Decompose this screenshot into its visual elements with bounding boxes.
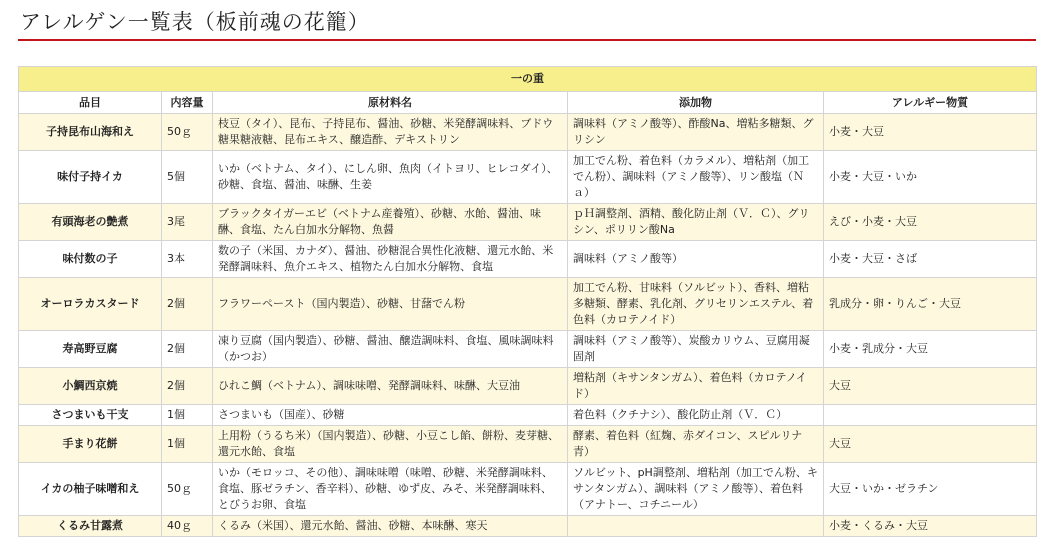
item-name: 味付子持イカ — [19, 151, 162, 204]
table-row — [19, 151, 1037, 204]
table-row — [19, 405, 1037, 426]
page-title: アレルゲン一覧表（板前魂の花籠） — [20, 10, 370, 34]
title-underline — [18, 39, 1036, 41]
item-amount: 5個 — [162, 151, 213, 204]
item-additives: 調味料（アミノ酸等）、炭酸カリウム、豆腐用凝固剤 — [568, 331, 824, 368]
table-row — [19, 241, 1037, 278]
item-ingredients: フラワーペースト（国内製造）、砂糖、甘藷でん粉 — [213, 278, 568, 331]
item-allergens: 小麦・大豆・いか — [824, 151, 1037, 204]
table-row — [19, 516, 1037, 537]
item-additives: ソルビット、pH調整剤、増粘剤（加工でん粉、キサンタンガム）、調味料（アミノ酸等）、着色料（アナトー、コチニール） — [568, 463, 824, 516]
item-additives: 調味料（アミノ酸等）、酢酸Na、増粘多糖類、グリシン — [568, 114, 824, 151]
column-header-allergens: アレルギー物質 — [824, 92, 1037, 114]
item-amount: 3本 — [162, 241, 213, 278]
item-ingredients: 凍り豆腐（国内製造）、砂糖、醤油、醸造調味料、食塩、風味調味料（かつお） — [213, 331, 568, 368]
item-allergens: 小麦・乳成分・大豆 — [824, 331, 1037, 368]
item-amount: 50ｇ — [162, 463, 213, 516]
item-name: さつまいも干支 — [19, 405, 162, 426]
item-amount: 2個 — [162, 331, 213, 368]
section-label: 一の重 — [19, 67, 1037, 92]
item-name: 小鯛西京焼 — [19, 368, 162, 405]
item-ingredients: くるみ（米国）、還元水飴、醤油、砂糖、本味醂、寒天 — [213, 516, 568, 537]
table-row — [19, 463, 1037, 516]
item-amount: 1個 — [162, 426, 213, 463]
item-allergens: 小麦・大豆 — [824, 114, 1037, 151]
item-allergens: 大豆 — [824, 426, 1037, 463]
column-header-ingredients: 原材料名 — [213, 92, 568, 114]
item-additives: 調味料（アミノ酸等） — [568, 241, 824, 278]
table-row — [19, 331, 1037, 368]
table-row — [19, 114, 1037, 151]
item-amount: 3尾 — [162, 204, 213, 241]
item-allergens: えび・小麦・大豆 — [824, 204, 1037, 241]
column-header-row — [19, 92, 1037, 114]
column-header-additives: 添加物 — [568, 92, 824, 114]
table-row — [19, 368, 1037, 405]
item-additives: ｐＨ調整剤、酒精、酸化防止剤（Ｖ．Ｃ）、グリシン、ポリリン酸Na — [568, 204, 824, 241]
item-name: 味付数の子 — [19, 241, 162, 278]
table-row — [19, 278, 1037, 331]
item-name: 子持昆布山海和え — [19, 114, 162, 151]
item-ingredients: いか（モロッコ、その他）、調味味噌（味噌、砂糖、米発酵調味料、食塩、豚ゼラチン、香辛料）、砂糖、ゆず皮、みそ、米発酵調味料、とびうお卵、食塩 — [213, 463, 568, 516]
item-allergens: 大豆・いか・ゼラチン — [824, 463, 1037, 516]
item-name: 寿高野豆腐 — [19, 331, 162, 368]
item-ingredients: ブラックタイガーエビ（ベトナム産養殖）、砂糖、水飴、醤油、味醂、食塩、たん白加水分解物、魚醤 — [213, 204, 568, 241]
item-ingredients: ひれこ鯛（ベトナム）、調味味噌、発酵調味料、味醂、大豆油 — [213, 368, 568, 405]
item-ingredients: 上用粉（うるち米）（国内製造）、砂糖、小豆こし餡、餅粉、麦芽糖、還元水飴、食塩 — [213, 426, 568, 463]
item-ingredients: いか（ベトナム、タイ）、にしん卵、魚肉（イトヨリ、ヒレコダイ）、砂糖、食塩、醤油、味醂、生姜 — [213, 151, 568, 204]
item-additives: 加工でん粉、着色料（カラメル）、増粘剤（加工でん粉）、調味料（アミノ酸等）、リン酸塩（Ｎａ） — [568, 151, 824, 204]
item-amount: 1個 — [162, 405, 213, 426]
item-additives — [568, 516, 824, 537]
item-ingredients: 数の子（米国、カナダ）、醤油、砂糖混合異性化液糖、還元水飴、米発酵調味料、魚介エキス、植物たん白加水分解物、食塩 — [213, 241, 568, 278]
table-row — [19, 426, 1037, 463]
item-name: イカの柚子味噌和え — [19, 463, 162, 516]
item-ingredients: 枝豆（タイ）、昆布、子持昆布、醤油、砂糖、米発酵調味料、ブドウ糖果糖液糖、昆布エキス、醸造酢、デキストリン — [213, 114, 568, 151]
item-additives: 酵素、着色料（紅麹、赤ダイコン、スピルリナ青） — [568, 426, 824, 463]
column-header-item: 品目 — [19, 92, 162, 114]
item-amount: 2個 — [162, 278, 213, 331]
item-name: オーロラカスタード — [19, 278, 162, 331]
item-name: 手まり花餅 — [19, 426, 162, 463]
item-additives: 増粘剤（キサンタンガム）、着色料（カロテノイド） — [568, 368, 824, 405]
item-allergens: 小麦・くるみ・大豆 — [824, 516, 1037, 537]
item-amount: 50ｇ — [162, 114, 213, 151]
item-allergens: 乳成分・卵・りんご・大豆 — [824, 278, 1037, 331]
item-name: 有頭海老の艶煮 — [19, 204, 162, 241]
item-ingredients: さつまいも（国産）、砂糖 — [213, 405, 568, 426]
column-header-amount: 内容量 — [162, 92, 213, 114]
section-header-row — [19, 67, 1037, 92]
item-additives: 着色料（クチナシ）、酸化防止剤（Ｖ．Ｃ） — [568, 405, 824, 426]
table-row — [19, 204, 1037, 241]
allergen-table — [18, 66, 1037, 537]
item-amount: 2個 — [162, 368, 213, 405]
item-amount: 40ｇ — [162, 516, 213, 537]
item-allergens — [824, 405, 1037, 426]
item-name: くるみ甘露煮 — [19, 516, 162, 537]
item-allergens: 大豆 — [824, 368, 1037, 405]
item-allergens: 小麦・大豆・さば — [824, 241, 1037, 278]
item-additives: 加工でん粉、甘味料（ソルビット）、香料、増粘多糖類、酵素、乳化剤、グリセリンエステル、着色料（カロテノイド） — [568, 278, 824, 331]
